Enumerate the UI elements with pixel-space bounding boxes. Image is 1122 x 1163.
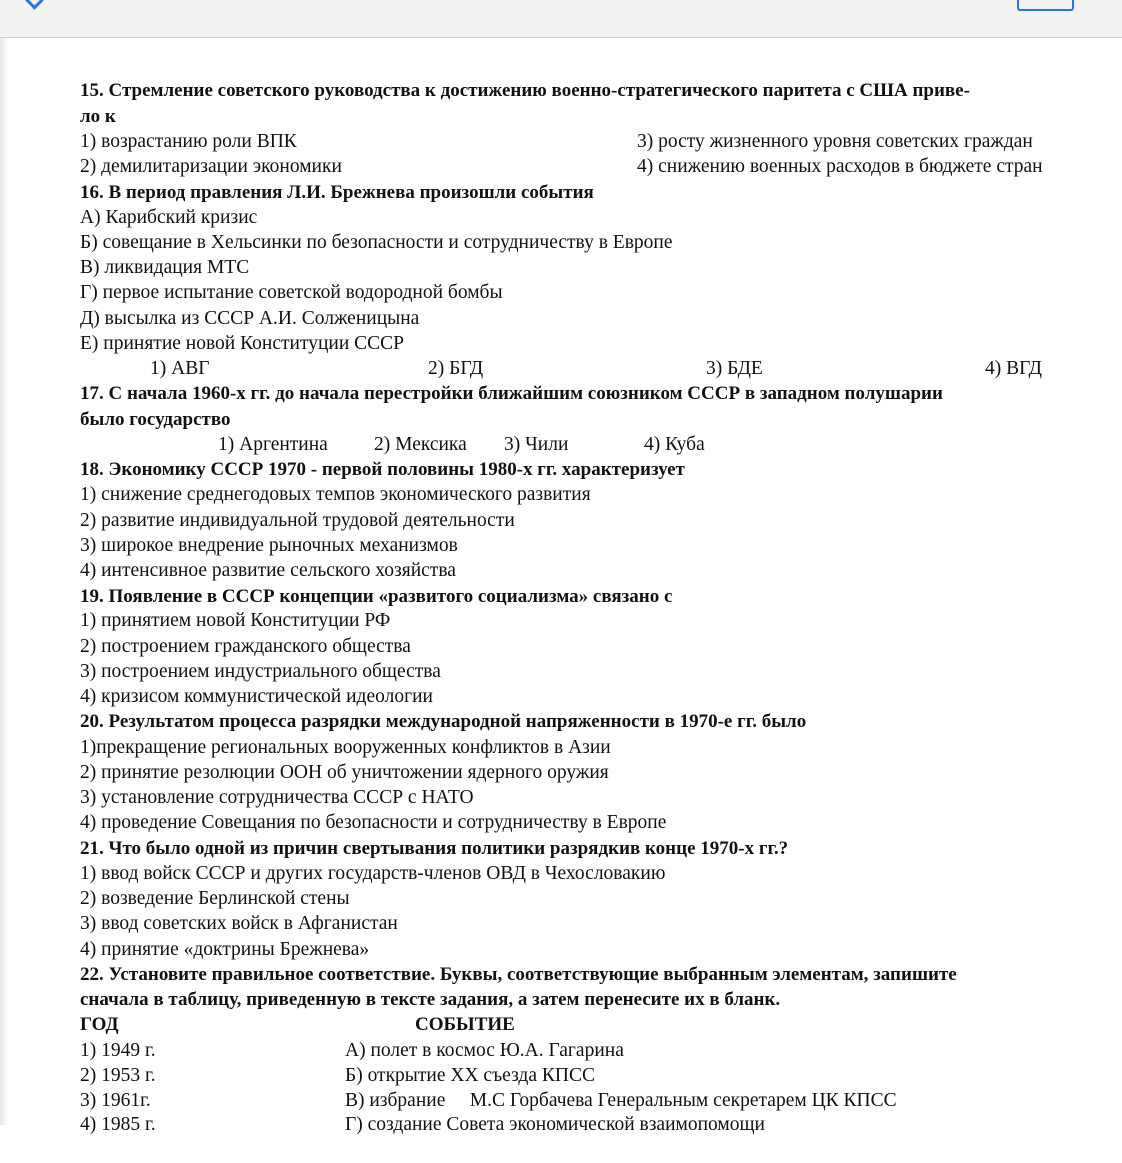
q22-year: 2) 1953 г.	[80, 1065, 156, 1086]
page-edge-shadow	[0, 38, 8, 1125]
q21-item: 2) возведение Берлинской стены	[80, 888, 350, 909]
q16-item: Е) принятие новой Конституции СССР	[80, 333, 405, 354]
viewer-toolbar	[0, 0, 1122, 38]
q17-answers	[80, 432, 1110, 457]
q18-item: 1) снижение среднегодовых темпов экономического развития	[80, 484, 591, 505]
q19-item: 1) принятием новой Конституции РФ	[80, 610, 391, 631]
q15-option-3: 3) росту жизненного уровня советских граждан	[637, 131, 1033, 152]
q22-year: 3) 1961г.	[80, 1090, 151, 1111]
q22-table-row	[80, 1063, 1110, 1088]
q19-item: 2) построением гражданского общества	[80, 636, 411, 657]
q22-year: 1) 1949 г.	[80, 1040, 156, 1061]
q16-item: Б) совещание в Хельсинки по безопасности и сотрудничеству в Европе	[80, 232, 673, 253]
q16-item: Г) первое испытание советской водородной бомбы	[80, 282, 503, 303]
q22-table-row	[80, 1088, 1110, 1113]
q18-item: 3) широкое внедрение рыночных механизмов	[80, 535, 458, 556]
q21-item: 3) ввод советских войск в Афганистан	[80, 913, 398, 934]
q17-answer: 2) Мексика	[374, 434, 467, 455]
q16-item: Д) высылка из СССР А.И. Солженицына	[80, 308, 420, 329]
q16-answer: 2) БГД	[428, 358, 484, 379]
q17-title-line2: было государство	[80, 409, 231, 430]
q22-col-event: СОБЫТИЕ	[415, 1014, 515, 1035]
q21-title: 21. Что было одной из причин свертывания политики разрядкив конце 1970-х гг.?	[80, 838, 789, 859]
q20-item: 3) установление сотрудничества СССР с НАТО	[80, 787, 474, 808]
q20-item: 4) проведение Совещания по безопасности и сотрудничеству в Европе	[80, 812, 667, 833]
q15-option-1: 1) возрастанию роли ВПК	[80, 131, 297, 152]
q15-options-row1	[80, 129, 1110, 154]
q20-item: 1)прекращение региональных вооруженных конфликтов в Азии	[80, 737, 611, 758]
q16-answer: 1) АВГ	[150, 358, 210, 379]
q18-title: 18. Экономику СССР 1970 - первой половины 1980-х гг. характеризует	[80, 459, 685, 480]
q19-item: 4) кризисом коммунистической идеологии	[80, 686, 433, 707]
q20-item: 2) принятие резолюции ООН об уничтожении ядерного оружия	[80, 762, 609, 783]
checkmark-icon[interactable]	[25, 0, 43, 10]
q22-event: Б) открытие XX съезда КПСС	[345, 1065, 595, 1086]
q16-answer: 3) БДЕ	[706, 358, 763, 379]
q15-title-line1: 15. Стремление советского руководства к достижению военно-стратегического паритета с США приве-	[80, 80, 970, 101]
q22-title-line1: 22. Установите правильное соответствие. Буквы, соответствующие выбранным элементам, запишите	[80, 964, 957, 985]
q22-year: 4) 1985 г.	[80, 1114, 156, 1135]
frame-icon[interactable]	[1017, 0, 1074, 11]
q16-item: В) ликвидация МТС	[80, 257, 250, 278]
q15-title-line2: ло к	[80, 106, 116, 127]
q21-item: 4) принятие «доктрины Брежнева»	[80, 939, 370, 960]
q22-table-header	[80, 1012, 1110, 1037]
q19-title: 19. Появление в СССР концепции «развитого социализма» связано с	[80, 586, 673, 607]
q21-item: 1) ввод войск СССР и других государств-членов ОВД в Чехословакию	[80, 863, 666, 884]
q17-answer: 3) Чили	[504, 434, 569, 455]
q16-answers	[80, 356, 1110, 381]
q22-table-row	[80, 1038, 1110, 1063]
q17-answer: 1) Аргентина	[218, 434, 328, 455]
q15-option-2: 2) демилитаризации экономики	[80, 156, 342, 177]
q15-option-4: 4) снижению военных расходов в бюджете стран	[637, 156, 1043, 177]
q16-answer: 4) ВГД	[985, 358, 1042, 379]
q22-event: В) избрание М.С Горбачева Генеральным секретарем ЦК КПСС	[345, 1090, 897, 1111]
q22-event: Г) создание Совета экономической взаимопомощи	[345, 1114, 765, 1135]
q16-title: 16. В период правления Л.И. Брежнева произошли события	[80, 182, 594, 203]
q17-answer: 4) Куба	[644, 434, 705, 455]
q18-item: 4) интенсивное развитие сельского хозяйства	[80, 560, 456, 581]
q22-event: А) полет в космос Ю.А. Гагарина	[345, 1040, 624, 1061]
q18-item: 2) развитие индивидуальной трудовой деятельности	[80, 510, 515, 531]
q22-title-line2: сначала в таблицу, приведенную в тексте задания, а затем перенесите их в бланк.	[80, 989, 781, 1010]
q15-options-row2	[80, 154, 1110, 179]
q22-col-year: ГОД	[80, 1014, 119, 1035]
q19-item: 3) построением индустриального общества	[80, 661, 441, 682]
q20-title: 20. Результатом процесса разрядки международной напряженности в 1970-е гг. было	[80, 711, 807, 732]
q17-title-line1: 17. С начала 1960-х гг. до начала перестройки ближайшим союзником СССР в западном полушарии	[80, 383, 943, 404]
q16-item: А) Карибский кризис	[80, 207, 258, 228]
